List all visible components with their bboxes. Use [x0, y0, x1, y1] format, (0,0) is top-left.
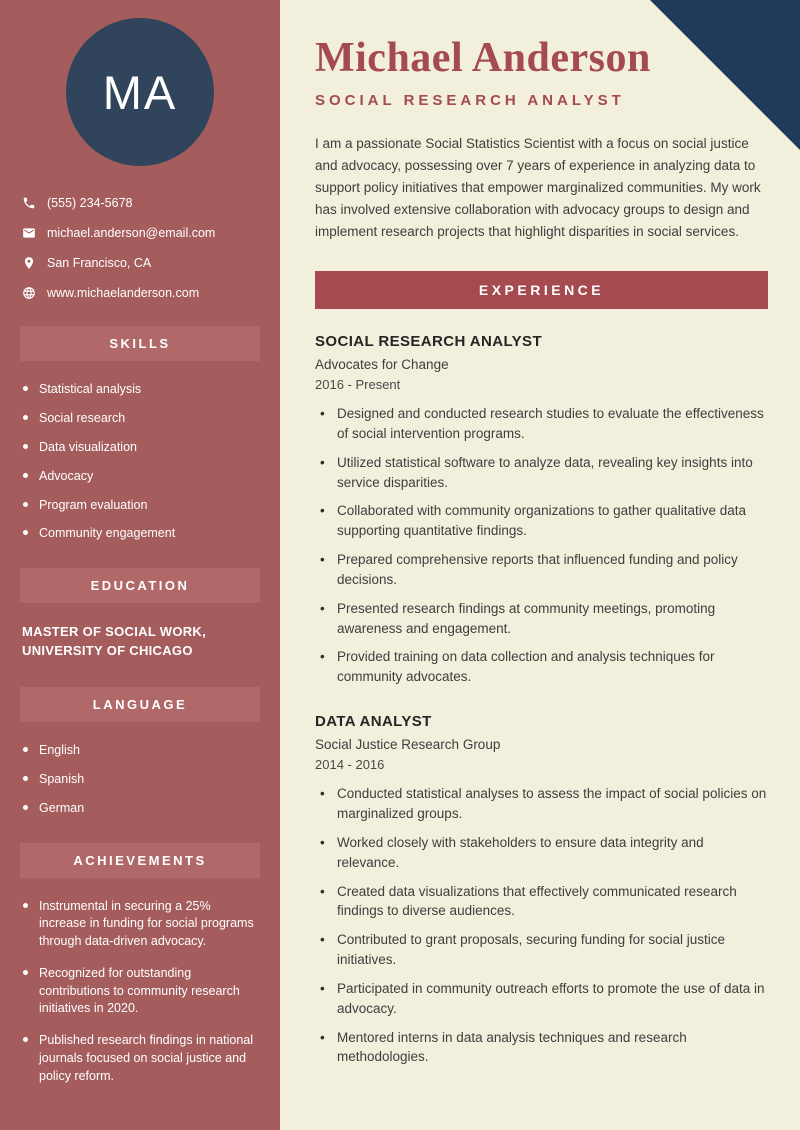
contact-location-text: San Francisco, CA [47, 256, 152, 270]
bullet-dot [23, 903, 28, 908]
job-bullet-list [315, 404, 768, 687]
sidebar [0, 0, 280, 1130]
job-dates: 2014 - 2016 [315, 757, 385, 773]
language-text: English [39, 742, 80, 757]
skill-text: Advocacy [39, 468, 94, 483]
job-entry [315, 713, 768, 1067]
skill-item [23, 439, 260, 456]
skill-item [23, 410, 260, 427]
bullet-dot [23, 1037, 28, 1042]
skills-list [20, 381, 260, 542]
education-degree: MASTER OF SOCIAL WORK, UNIVERSITY OF CHICAGO [22, 624, 207, 659]
location-pin-icon [22, 256, 36, 270]
achievement-text: Published research findings in national journals focused on social justice and policy reform. [39, 1033, 254, 1083]
bullet-dot [23, 747, 28, 752]
bullet-dot [23, 415, 28, 420]
skill-text: Data visualization [39, 439, 137, 454]
contact-website-text: www.michaelanderson.com [47, 286, 200, 300]
job-title: DATA ANALYST [315, 713, 432, 731]
contact-website [20, 286, 260, 300]
bullet-dot [23, 386, 28, 391]
phone-icon [22, 196, 36, 210]
bullet-dot [23, 805, 28, 810]
skill-text: Social research [39, 410, 126, 425]
job-dates: 2016 - Present [315, 377, 401, 392]
achievement-text: Instrumental in securing a 25% increase in funding for social programs through data-driven advocacy. [39, 898, 254, 949]
language-item [23, 800, 260, 817]
main-content [280, 0, 800, 1130]
language-text: German [39, 800, 85, 815]
bullet-dot [23, 776, 28, 781]
bullet-dot [23, 444, 28, 449]
language-section-header [20, 687, 260, 722]
achievement-item [23, 898, 260, 951]
avatar-initials: MA [102, 65, 178, 119]
summary-paragraph: I am a passionate Social Statistics Scientist with a focus on social justice and advocacy, possessing over 7 years of experience in analyzing data to support policy initiatives that empower marginalized communities. My work has involved extensive collaboration with advocacy groups to design and implement research projects that highlight disparities in social services. [315, 136, 761, 239]
job-bullet: • Collaborated with community organizations to gather qualitative data supporting quantitative findings. [320, 501, 768, 541]
bullet-dot [23, 473, 28, 478]
contact-phone-text: (555) 234-5678 [47, 196, 133, 210]
job-bullet: • Designed and conducted research studies to evaluate the effectiveness of social intervention programs. [320, 404, 768, 444]
skill-text: Statistical analysis [39, 382, 142, 396]
job-bullet: • Contributed to grant proposals, securing funding for social justice initiatives. [320, 930, 768, 970]
job-bullet: • Participated in community outreach efforts to promote the use of data in advocacy. [320, 979, 768, 1019]
achievements-list [20, 898, 260, 1086]
job-bullet: • Created data visualizations that effectively communicated research findings to diverse audiences. [320, 882, 768, 922]
skill-text: Program evaluation [39, 497, 148, 512]
education-section-header [20, 568, 260, 603]
skill-text: Community engagement [39, 526, 176, 541]
bullet-dot [23, 502, 28, 507]
language-title: LANGUAGE [92, 696, 188, 712]
job-bullet: • Conducted statistical analyses to assess the impact of social policies on marginalized groups. [320, 784, 768, 824]
language-list [20, 742, 260, 817]
language-item [23, 771, 260, 788]
language-text: Spanish [39, 771, 85, 786]
job-entry [315, 333, 768, 687]
skill-item [23, 525, 260, 542]
achievements-title: ACHIEVEMENTS [73, 852, 207, 868]
job-company: Advocates for Change [315, 357, 449, 372]
job-bullet: • Prepared comprehensive reports that influenced funding and policy decisions. [320, 550, 768, 590]
achievements-section-header [20, 843, 260, 878]
contact-location [20, 256, 260, 270]
skill-item [23, 381, 260, 398]
contact-list [20, 196, 260, 300]
contact-phone [20, 196, 260, 210]
job-bullet: • Utilized statistical software to analyze data, revealing key insights into service disparities. [320, 453, 768, 493]
skills-section-header [20, 326, 260, 361]
language-item [23, 742, 260, 759]
skill-item [23, 497, 260, 514]
globe-icon [22, 286, 36, 300]
avatar [66, 18, 214, 166]
person-role: SOCIAL RESEARCH ANALYST [315, 92, 625, 109]
person-name: Michael Anderson [315, 35, 651, 81]
job-bullet-list [315, 784, 768, 1067]
bullet-dot [23, 970, 28, 975]
contact-email-text: michael.anderson@email.com [47, 226, 216, 240]
education-title: EDUCATION [90, 578, 190, 594]
job-bullet: • Worked closely with stakeholders to ensure data integrity and relevance. [320, 833, 768, 873]
job-bullet: • Provided training on data collection and analysis techniques for community advocates. [320, 647, 768, 687]
skills-title: SKILLS [109, 336, 171, 351]
achievement-item [23, 965, 260, 1018]
achievement-text: Recognized for outstanding contributions to community research initiatives in 2020. [39, 965, 240, 1016]
job-bullet: • Mentored interns in data analysis techniques and research methodologies. [320, 1028, 768, 1068]
achievement-item [23, 1032, 260, 1085]
corner-triangle-decoration [650, 0, 800, 150]
email-icon [22, 226, 36, 240]
experience-section-header: EXPERIENCE [315, 271, 768, 309]
job-bullet: • Presented research findings at community meetings, promoting awareness and engagement. [320, 599, 768, 639]
contact-email [20, 226, 260, 240]
job-company: Social Justice Research Group [315, 737, 501, 753]
job-title: SOCIAL RESEARCH ANALYST [315, 333, 543, 350]
skill-item [23, 468, 260, 485]
bullet-dot [23, 530, 28, 535]
